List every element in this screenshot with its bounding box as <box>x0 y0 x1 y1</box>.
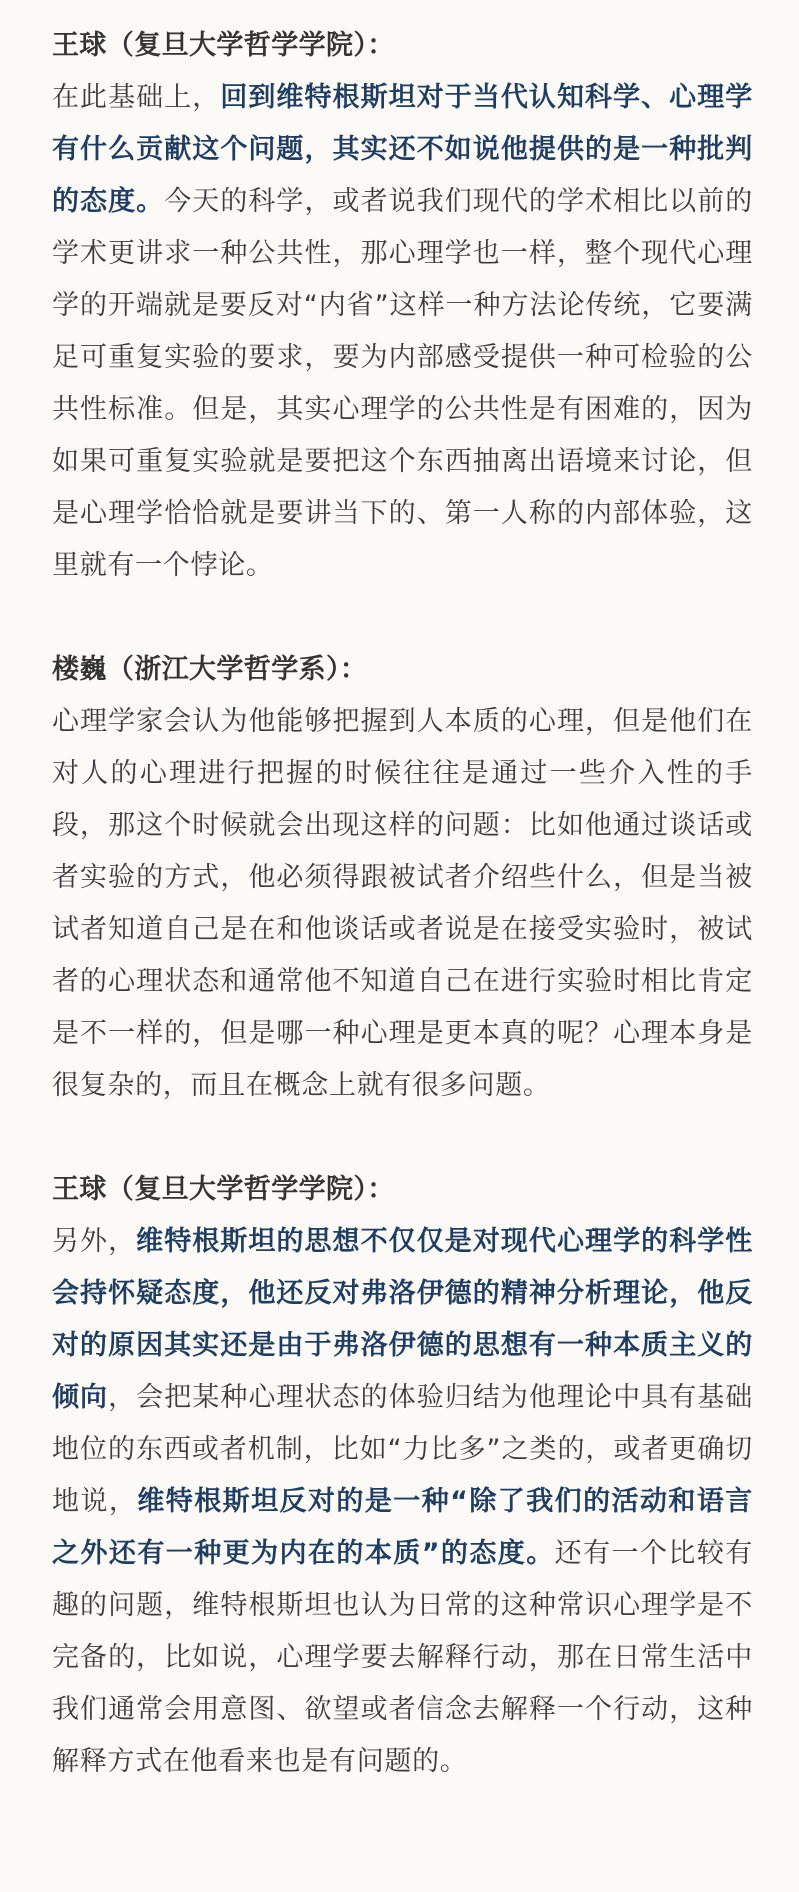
text-segment: 还有一个比较有趣的问题，维特根斯坦也认为日常的这种常识心理学是不完备的，比如说，心理学要去解释行动，那在日常生活中我们通常会用意图、欲望或者信念去解释一个行动，这种解释方式在他看来也是有问题的。 <box>52 1538 753 1777</box>
text-segment: 今天的科学，或者说我们现代的学术相比以前的学术更讲求一种公共性，那心理学也一样，整个现代心理学的开端就是要反对“内省”这样一种方法论传统，它要满足可重复实验的要求，要为内部感受提供一种可检验的公共性标准。但是，其实心理学的公共性是有困难的，因为如果可重复实验就是要把这个东西抽离出语境来讨论，但是心理学恰恰就是要讲当下的、第一人称的内部体验，这里就有一个悖论。 <box>52 186 753 581</box>
speaker-name: 王球（复旦大学哲学学院）： <box>52 30 395 61</box>
highlighted-text: 回到维特根斯坦对于当代认知科学、心理学有什么贡献这个问题，其实还不如说他提供的是一种批判的态度。 <box>52 82 753 217</box>
dialogue-section-wang-1 <box>52 20 753 592</box>
highlighted-text: 维特根斯坦反对的是一种“除了我们的活动和语言之外还有一种更为内在的本质”的态度。 <box>52 1486 753 1569</box>
text-segment: 心理学家会认为他能够把握到人本质的心理，但是他们在对人的心理进行把握的时候往往是通过一些介入性的手段，那这个时候就会出现这样的问题：比如他通过谈话或者实验的方式，他必须得跟被试者介绍些什么，但是当被试者知道自己是在和他谈话或者说是在接受实验时，被试者的心理状态和通常他不知道自己在进行实验时相比肯定是不一样的，但是哪一种心理是更本真的呢？心理本身是很复杂的，而且在概念上就有很多问题。 <box>52 706 753 1101</box>
speaker-name: 王球（复旦大学哲学学院）： <box>52 1174 395 1205</box>
highlighted-text: 维特根斯坦的思想不仅仅是对现代心理学的科学性会持怀疑态度，他还反对弗洛伊德的精神分析理论，他反对的原因其实还是由于弗洛伊德的思想有一种本质主义的倾向 <box>52 1226 753 1413</box>
dialogue-paragraph <box>52 1216 753 1788</box>
speaker-name: 楼巍（浙江大学哲学系）： <box>52 654 368 685</box>
text-segment: 在此基础上， <box>52 82 221 113</box>
dialogue-paragraph <box>52 72 753 592</box>
dialogue-section-lou <box>52 644 753 1112</box>
text-segment: 另外， <box>52 1226 137 1257</box>
text-segment: ，会把某种心理状态的体验归结为他理论中具有基础地位的东西或者机制，比如“力比多”之类的，或者更确切地说， <box>52 1382 753 1517</box>
dialogue-section-wang-2 <box>52 1164 753 1788</box>
dialogue-paragraph <box>52 696 753 1112</box>
